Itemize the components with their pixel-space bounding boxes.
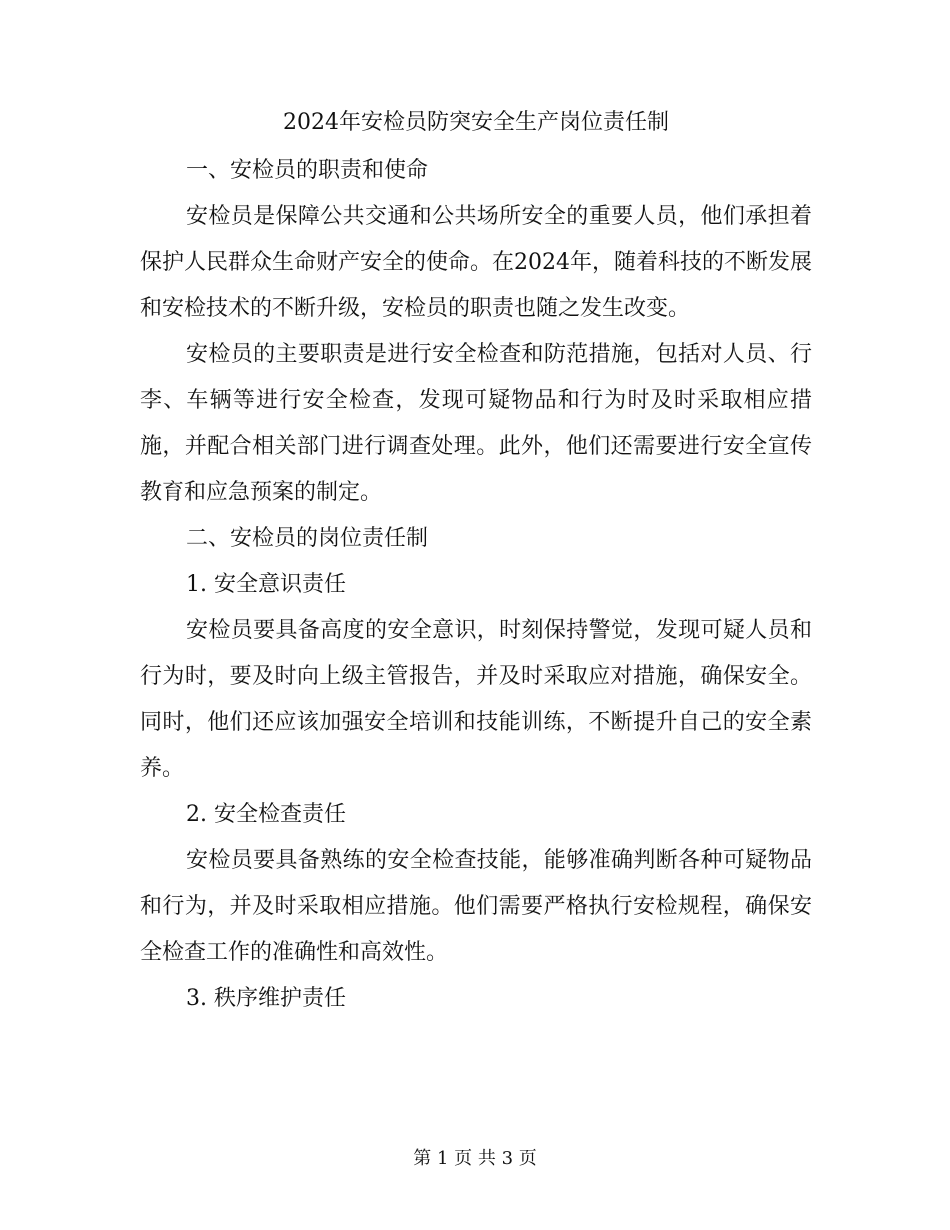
section-heading-1: 一、安检员的职责和使命 <box>186 158 429 183</box>
item-heading-3: 3. 秩序维护责任 <box>186 986 346 1011</box>
page-number-footer: 第 1 页 共 3 页 <box>413 1148 537 1169</box>
paragraph-3: 安检员要具备高度的安全意识，时刻保持警觉，发现可疑人员和行为时，要及时向上级主管报告，并及时采取应对措施，确保安全。同时，他们还应该加强安全培训和技能训练，不断提升自己的安全素养。 <box>140 618 812 781</box>
document-title: 2024年安检员防突安全生产岗位责任制 <box>283 110 669 135</box>
document-body <box>140 98 812 1022</box>
paragraph-4: 安检员要具备熟练的安全检查技能，能够准确判断各种可疑物品和行为，并及时采取相应措施。他们需要严格执行安检规程，确保安全检查工作的准确性和高效性。 <box>140 848 812 965</box>
item-heading-2: 2. 安全检查责任 <box>186 802 346 827</box>
section-heading-2: 二、安检员的岗位责任制 <box>186 526 429 551</box>
paragraph-2: 安检员的主要职责是进行安全检查和防范措施，包括对人员、行李、车辆等进行安全检查，发现可疑物品和行为时及时采取相应措施，并配合相关部门进行调查处理。此外，他们还需要进行安全宣传教育和应急预案的制定。 <box>140 342 812 505</box>
item-heading-1: 1. 安全意识责任 <box>186 572 346 597</box>
paragraph-1: 安检员是保障公共交通和公共场所安全的重要人员，他们承担着保护人民群众生命财产安全的使命。在2024年，随着科技的不断发展和安检技术的不断升级，安检员的职责也随之发生改变。 <box>140 204 812 321</box>
